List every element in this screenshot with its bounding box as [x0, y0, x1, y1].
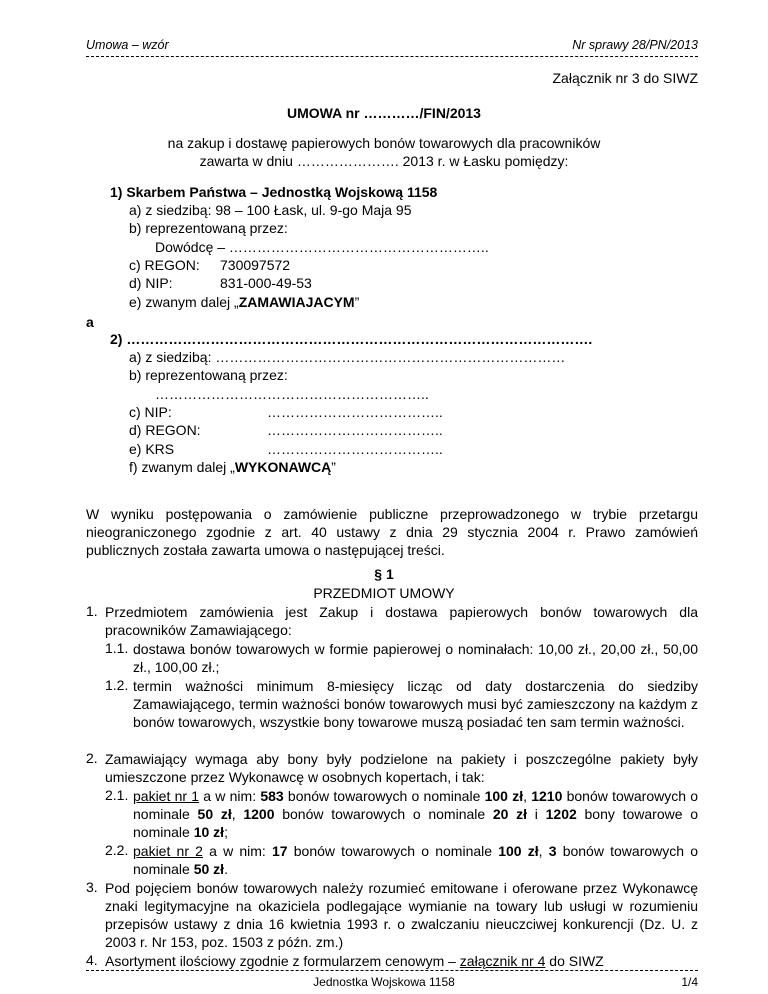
party2-alias-prefix: f) zwanym dalej „ — [129, 459, 235, 475]
party2-heading: 2) ………………………………………………………………………………………. — [110, 331, 593, 347]
party2-regon-value: ……………………………….. — [267, 422, 443, 438]
party2-represented: b) reprezentowaną przez: — [129, 367, 288, 383]
annex-label: Załącznik nr 3 do SIWZ — [552, 70, 698, 86]
text-run: bonów towarowych o nominale — [287, 843, 499, 859]
contract-title: UMOWA nr …………/FIN/2013 — [287, 105, 481, 121]
package-1-link: pakiet nr 1 — [133, 788, 200, 804]
qty-bold: 1202 — [545, 806, 577, 822]
item-4-number: 4. — [86, 952, 98, 968]
header-divider — [86, 56, 698, 57]
qty-bold: 20 zł — [492, 806, 528, 822]
annex-4-link: załącznik nr 4 — [459, 953, 546, 969]
qty-bold: 3 — [548, 843, 557, 859]
party2-alias-suffix: ” — [331, 459, 336, 475]
item-2-2-text — [133, 842, 698, 878]
text-run: Asortyment ilościowy zgodnie z formularzem cenowym – — [105, 953, 460, 969]
item-4-text — [105, 952, 698, 970]
text-run: i — [527, 806, 546, 822]
item-1-2-number: 1.2. — [105, 677, 129, 693]
text-run: bony towarowe o nominale — [133, 806, 699, 840]
qty-bold: 1200 — [243, 806, 275, 822]
intro-paragraph: W wyniku postępowania o zamówienie publiczne przeprowadzonego w trybie przetargu nieograniczonego zgodnie z art. 40 ustawy z dnia 29 stycznia 2004 r. Prawo zamówień publicznych została zawarta umowa o następującej treści. — [86, 506, 698, 558]
party1-heading: 1) Skarbem Państwa – Jednostką Wojskową 1158 — [110, 184, 438, 200]
item-2-2-number: 2.2. — [105, 842, 129, 858]
qty-bold: 100 zł — [484, 788, 524, 804]
item-2-1-text — [133, 787, 698, 841]
qty-bold: 10 zł — [193, 824, 225, 840]
footer-divider — [86, 970, 698, 971]
text-run: do SIWZ — [545, 953, 604, 969]
subtitle-line-1: na zakup i dostawę papierowych bonów towarowych dla pracowników — [167, 135, 601, 151]
party2-krs-value: ……………………………….. — [267, 441, 443, 457]
qty-bold: 50 zł — [197, 806, 232, 822]
party1-nip-value: 831-000-49-53 — [220, 275, 312, 291]
package-2-link: pakiet nr 2 — [133, 843, 203, 859]
text-run: ; — [224, 824, 228, 840]
party2-alias-name: WYKONAWCĄ — [234, 459, 332, 475]
page-number: 1/4 — [681, 975, 698, 989]
text-run: , — [523, 788, 532, 804]
text-run: , — [538, 843, 549, 859]
party1-alias-name: ZAMAWIAJACYM — [238, 294, 355, 310]
party2-krs-label: e) KRS — [129, 441, 175, 457]
item-1-text: Przedmiotem zamówienia jest Zakup i dostawa papierowych bonów towarowych dla pracowników Zamawiającego: — [105, 604, 698, 638]
item-3-number: 3. — [86, 879, 98, 895]
text-run: . — [224, 861, 228, 877]
party1-alias-prefix: e) zwanym dalej „ — [129, 294, 239, 310]
subtitle-line-2: zawarta w dniu …………………. 2013 r. w Łasku pomiędzy: — [199, 153, 569, 169]
party2-nip-label: c) NIP: — [129, 404, 172, 420]
party2-address: a) z siedzibą: ………………………………………………………………… — [129, 349, 566, 365]
party1-represented: b) reprezentowaną przez: — [129, 220, 288, 236]
party2-nip-value: ……………………………….. — [267, 404, 443, 420]
party1-alias — [129, 293, 359, 311]
party2-representative: ………………………………………………….. — [155, 386, 429, 402]
qty-bold: 100 zł — [498, 843, 539, 859]
item-2-number: 2. — [86, 750, 98, 766]
item-2-text: Zamawiający wymaga aby bony były podzielone na pakiety i poszczególne pakiety były umieszczone przez Wykonawcę w osobnych kopertach, i tak: — [105, 751, 698, 785]
qty-bold: 50 zł — [193, 861, 225, 877]
section-title: PRZEDMIOT UMOWY — [313, 585, 455, 601]
footer-unit: Jednostka Wojskowa 1158 — [313, 975, 455, 989]
contract-subtitle — [0, 134, 768, 170]
item-1-1-number: 1.1. — [105, 640, 129, 656]
item-1-1-text: dostawa bonów towarowych w formie papierowej o nominałach: 10,00 zł., 20,00 zł., 50,00 zł., 100,00 zł.; — [133, 641, 698, 675]
text-run: a w nim: — [202, 843, 272, 859]
party2-regon-label: d) REGON: — [129, 422, 201, 438]
text-run: a w nim: — [199, 788, 261, 804]
text-run: bonów towarowych o nominale — [133, 788, 699, 822]
party1-alias-suffix: ” — [354, 294, 360, 310]
party1-address: a) z siedzibą: 98 – 100 Łask, ul. 9-go Maja 95 — [129, 202, 412, 218]
qty-bold: 583 — [260, 788, 284, 804]
text-run: bonów towarowych o nominale — [274, 806, 493, 822]
party2-alias — [129, 458, 336, 476]
section-symbol: § 1 — [374, 566, 394, 582]
text-run: , — [231, 806, 244, 822]
conjunction: a — [86, 314, 94, 330]
party1-regon-label: c) REGON: — [129, 257, 200, 273]
text-run: bonów towarowych o nominale — [133, 843, 698, 877]
item-1-number: 1. — [86, 603, 98, 619]
qty-bold: 1210 — [531, 788, 563, 804]
item-1-2-text: termin ważności minimum 8-miesięcy licząc od daty dostarczenia do siedziby Zamawiającego, termin ważności bonów towarowych musi być zamieszczony na każdym z bonów towarowych, wszystkie bony towarowe muszą posiadać ten sam termin ważności. — [133, 678, 698, 730]
party1-regon-value: 730097572 — [220, 257, 291, 273]
header-right: Nr sprawy 28/PN/2013 — [572, 38, 698, 52]
qty-bold: 17 — [272, 843, 288, 859]
header-left: Umowa – wzór — [86, 38, 169, 52]
item-2-1-number: 2.1. — [105, 787, 129, 803]
party1-nip-label: d) NIP: — [129, 275, 173, 291]
item-3-text: Pod pojęciem bonów towarowych należy rozumieć emitowane i oferowane przez Wykonawcę znaki legitymacyjne na okaziciela podlegające wymianie na towary lub usługi w rozumieniu przepisów ustawy z dnia 16 kwietnia 1993 r. o zwalczaniu nieuczciwej konkurencji (Dz. U. z 2003 r. Nr 153, poz. 1503 z późn. zm.) — [105, 880, 698, 950]
party1-commander: Dowódcę – ……………………………………………….. — [155, 239, 489, 255]
text-run: bonów towarowych o nominale — [283, 788, 485, 804]
